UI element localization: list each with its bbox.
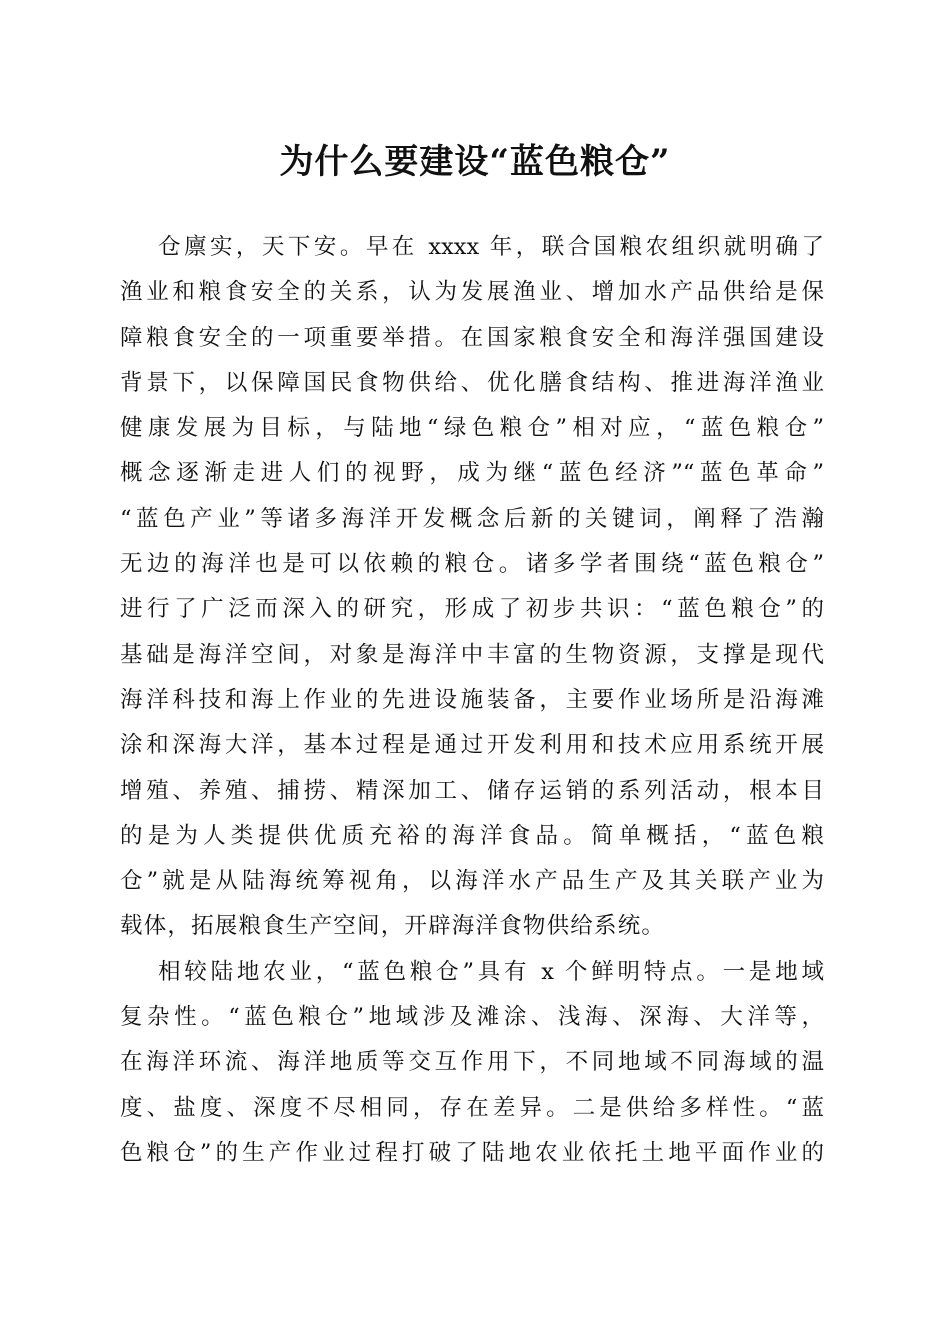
text-line: “蓝色产业”等诸多海洋开发概念后新的关键词，阐释了浩瀚 bbox=[120, 505, 824, 532]
paragraph bbox=[120, 225, 824, 950]
text-line: 海洋科技和海上作业的先进设施装备，主要作业场所是沿海滩 bbox=[120, 686, 824, 713]
document-body bbox=[120, 225, 824, 1176]
text-line: 概念逐渐走进人们的视野，成为继“蓝色经济”“蓝色革命” bbox=[120, 460, 824, 487]
text-line: 背景下，以保障国民食物供给、优化膳食结构、推进海洋渔业 bbox=[120, 369, 824, 396]
text-line: 进行了广泛而深入的研究，形成了初步共识：“蓝色粮仓”的 bbox=[120, 596, 824, 623]
text-line: 的是为人类提供优质充裕的海洋食品。简单概括，“蓝色粮 bbox=[120, 822, 824, 849]
document-title: 为什么要建设“蓝色粮仓” bbox=[279, 142, 671, 182]
text-line: 健康发展为目标，与陆地“绿色粮仓”相对应，“蓝色粮仓” bbox=[120, 415, 824, 442]
paragraph bbox=[120, 950, 824, 1176]
text-line: 无边的海洋也是可以依赖的粮仓。诸多学者围绕“蓝色粮仓” bbox=[120, 551, 824, 578]
text-line: 渔业和粮食安全的关系，认为发展渔业、增加水产品供给是保 bbox=[120, 279, 824, 306]
text-line: 在海洋环流、海洋地质等交互作用下，不同地域不同海域的温 bbox=[120, 1049, 824, 1076]
text-line: 仓”就是从陆海统筹视角，以海洋水产品生产及其关联产业为 bbox=[120, 868, 824, 895]
text-line: 色粮仓”的生产作业过程打破了陆地农业依托土地平面作业的 bbox=[120, 1139, 824, 1166]
text-line: 仓廪实，天下安。早在 xxxx 年，联合国粮农组织就明确了 bbox=[158, 234, 824, 260]
text-line: 涂和深海大洋，基本过程是通过开发利用和技术应用系统开展 bbox=[120, 732, 824, 759]
text-line: 相较陆地农业，“蓝色粮仓”具有 x 个鲜明特点。一是地域 bbox=[158, 958, 824, 985]
text-line: 度、盐度、深度不尽相同，存在差异。二是供给多样性。“蓝 bbox=[120, 1094, 824, 1121]
text-line: 增殖、养殖、捕捞、精深加工、储存运销的系列活动，根本目 bbox=[120, 777, 824, 804]
text-line: 基础是海洋空间，对象是海洋中丰富的生物资源，支撑是现代 bbox=[120, 641, 824, 668]
text-line: 障粮食安全的一项重要举措。在国家粮食安全和海洋强国建设 bbox=[120, 324, 824, 351]
text-line: 载体，拓展粮食生产空间，开辟海洋食物供给系统。 bbox=[120, 913, 666, 940]
text-line: 复杂性。“蓝色粮仓”地域涉及滩涂、浅海、深海、大洋等， bbox=[120, 1004, 824, 1031]
